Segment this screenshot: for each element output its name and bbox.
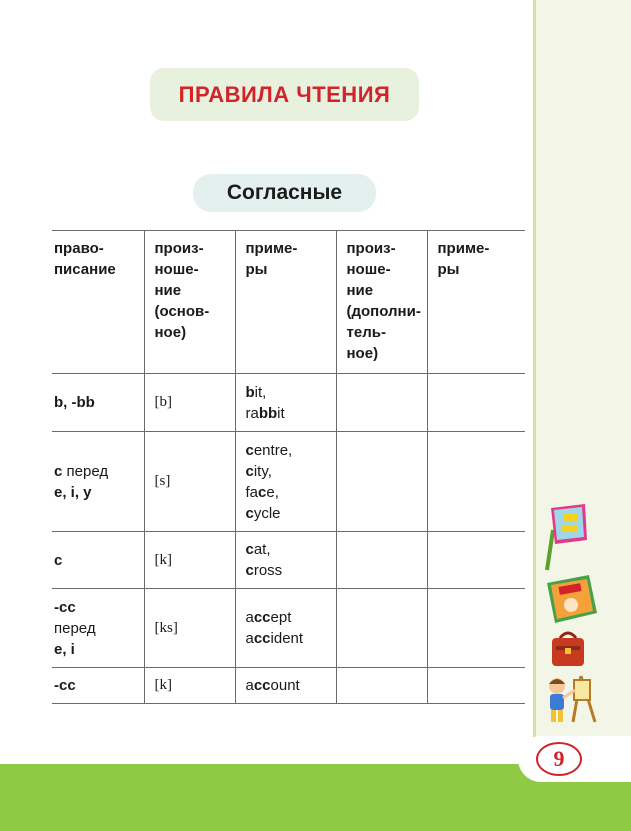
header-line: (дополни- xyxy=(346,303,421,320)
header-line: ное) xyxy=(346,345,379,362)
cell-examples xyxy=(235,668,336,704)
example-text: ity, xyxy=(253,462,272,480)
table-row xyxy=(52,589,525,668)
example-text: ept xyxy=(270,609,292,626)
table-row xyxy=(52,532,525,589)
cell-examples xyxy=(235,589,336,668)
header-line: произ- xyxy=(154,240,204,257)
book-with-pencil-icon xyxy=(541,500,593,572)
example-text: ount xyxy=(270,677,300,694)
header-pronunciation-extra xyxy=(336,231,427,374)
spelling-text: перед xyxy=(62,462,109,480)
header-line: ноше- xyxy=(154,261,199,278)
spelling-text: c xyxy=(54,551,63,569)
cell-examples xyxy=(235,532,336,589)
example-text: at, xyxy=(253,541,271,558)
example-highlight: cc xyxy=(253,609,271,626)
page-number-badge xyxy=(536,742,582,776)
margin-divider xyxy=(533,0,536,760)
title-box xyxy=(150,68,419,121)
cell-pronunciation-extra xyxy=(336,432,427,532)
table-row xyxy=(52,668,525,704)
header-examples-main xyxy=(235,231,336,374)
example-text: fa xyxy=(245,483,259,501)
example-text: ycle xyxy=(253,504,281,522)
section-subtitle: Согласные xyxy=(226,181,343,204)
cell-examples-extra xyxy=(427,532,525,589)
cell-pronunciation-extra xyxy=(336,589,427,668)
header-pronunciation-main xyxy=(144,231,235,374)
example-text: a xyxy=(245,609,254,626)
header-line: ры xyxy=(245,261,268,278)
header-line: ное) xyxy=(154,324,187,341)
table-row xyxy=(52,432,525,532)
header-line: (основ- xyxy=(154,303,210,320)
table-header-row xyxy=(52,231,525,374)
header-line: тель- xyxy=(346,324,386,341)
example-highlight: c xyxy=(258,483,267,501)
cell-pronunciation-extra xyxy=(336,532,427,589)
example-highlight: c xyxy=(245,504,254,522)
example-text: ra xyxy=(245,404,259,422)
example-highlight: c xyxy=(245,541,254,558)
example-text: a xyxy=(245,630,254,647)
spelling-text: -cc xyxy=(54,598,76,616)
spelling-text: c xyxy=(54,462,63,480)
example-highlight: c xyxy=(245,441,254,459)
cell-examples xyxy=(235,432,336,532)
cell-pronunciation: [ks] xyxy=(144,589,235,668)
header-line: писание xyxy=(54,261,116,278)
header-examples-extra xyxy=(427,231,525,374)
example-text: it, xyxy=(254,383,267,401)
cell-pronunciation: [k] xyxy=(144,668,235,704)
header-line: приме- xyxy=(245,240,298,257)
subtitle-box xyxy=(193,174,376,212)
example-text: ident xyxy=(270,630,304,647)
spelling-text: b, xyxy=(54,394,72,411)
example-highlight: b xyxy=(245,383,255,401)
cell-examples-extra xyxy=(427,374,525,432)
reading-rules-table xyxy=(52,230,525,704)
cell-examples-extra xyxy=(427,589,525,668)
cell-pronunciation: [k] xyxy=(144,532,235,589)
cell-pronunciation-extra xyxy=(336,668,427,704)
cell-spelling xyxy=(52,532,144,589)
example-highlight: c xyxy=(245,562,254,579)
header-line: ры xyxy=(437,261,460,278)
example-highlight: c xyxy=(245,462,254,480)
school-bag-icon xyxy=(548,628,588,670)
example-text: it xyxy=(277,404,285,422)
cell-examples-extra xyxy=(427,432,525,532)
example-highlight: bb xyxy=(258,404,278,422)
page-number: 9 xyxy=(553,746,565,771)
example-text: ross xyxy=(253,562,283,579)
header-line: произ- xyxy=(346,240,396,257)
spelling-text: e, i xyxy=(54,640,75,658)
cell-pronunciation: [s] xyxy=(144,432,235,532)
example-text: a xyxy=(245,677,254,694)
header-line: ние xyxy=(154,282,182,299)
spelling-text: -bb xyxy=(71,394,95,411)
example-text: e, xyxy=(266,483,279,501)
cell-spelling xyxy=(52,668,144,704)
cell-examples xyxy=(235,374,336,432)
spelling-text: перед xyxy=(54,619,96,637)
example-text: entre, xyxy=(253,441,293,459)
cell-pronunciation: [b] xyxy=(144,374,235,432)
cell-pronunciation-extra xyxy=(336,374,427,432)
cell-spelling xyxy=(52,374,144,432)
cell-examples-extra xyxy=(427,668,525,704)
header-spelling xyxy=(52,231,144,374)
example-highlight: cc xyxy=(253,677,271,694)
spelling-text: e, i, y xyxy=(54,483,92,501)
header-line: приме- xyxy=(437,240,490,257)
spelling-text: -cc xyxy=(54,677,76,694)
header-line: ноше- xyxy=(346,261,391,278)
fairy-tale-book-icon xyxy=(543,573,601,625)
example-highlight: cc xyxy=(253,630,271,647)
child-at-easel-icon xyxy=(541,672,599,724)
cell-spelling xyxy=(52,589,144,668)
cell-spelling xyxy=(52,432,144,532)
header-line: право- xyxy=(54,240,104,257)
header-line: ние xyxy=(346,282,374,299)
page-title: ПРАВИЛА ЧТЕНИЯ xyxy=(178,81,391,107)
table-row xyxy=(52,374,525,432)
